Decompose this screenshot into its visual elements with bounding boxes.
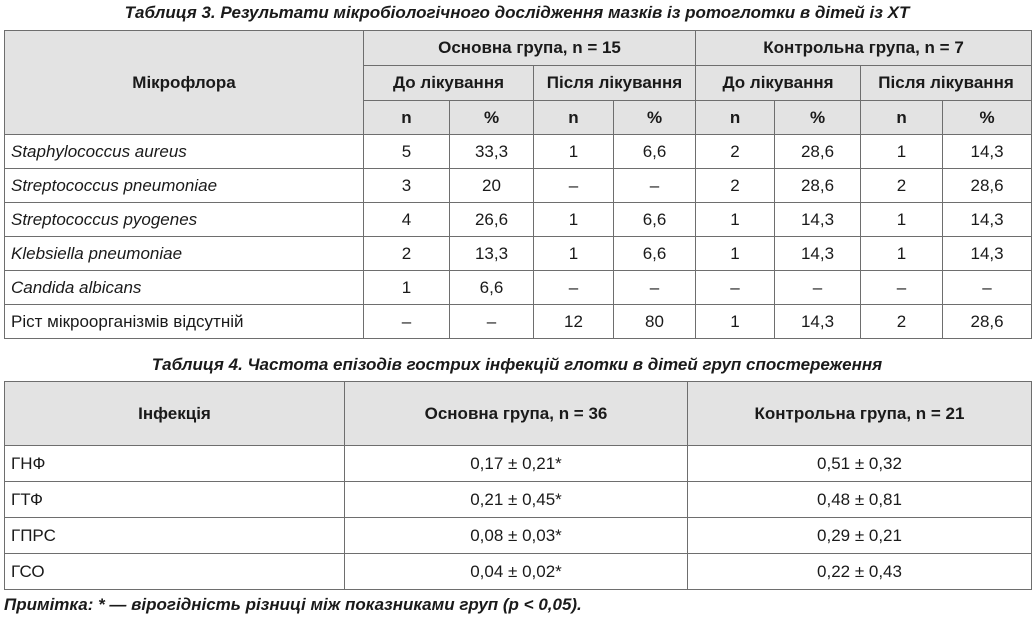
table-row [5,169,1032,203]
cell-value: 5 [364,135,450,169]
table-row [5,237,1032,271]
table4-caption: Таблиця 4. Частота епізодів гострих інфекцій глотки в дітей груп спостереження [151,355,883,374]
cell-value: 4 [364,203,450,237]
cell-value: – [534,271,614,305]
main-group-header: Основна група, n = 15 [364,31,696,66]
main-group-header: Основна група, n = 36 [345,382,688,446]
table-row [5,305,1032,339]
footnote: Примітка: * — вірогідність різниці між показниками груп (p < 0,05). [4,595,582,614]
cell-value: – [534,169,614,203]
cell-value: 1 [696,305,775,339]
cell-value: 80 [614,305,696,339]
cell-value: – [861,271,943,305]
pct-header: % [943,101,1032,135]
cell-value: 1 [861,203,943,237]
control-group-header: Контрольна група, n = 7 [696,31,1032,66]
cell-value: 14,3 [775,203,861,237]
main-before-header: До лікування [364,66,534,101]
microorganism-name: Streptococcus pyogenes [5,203,364,237]
cell-value: – [364,305,450,339]
cell-value: – [450,305,534,339]
cell-value: 28,6 [943,305,1032,339]
cell-value: 1 [861,135,943,169]
microorganism-name: Streptococcus pneumoniae [5,169,364,203]
cell-value: 2 [861,169,943,203]
infection-name: ГТФ [5,482,345,518]
cell-value: 2 [696,135,775,169]
cell-value: 3 [364,169,450,203]
cell-value: 2 [861,305,943,339]
cell-value: 20 [450,169,534,203]
infection-name: ГНФ [5,446,345,482]
cell-value: 1 [534,203,614,237]
cell-value: – [696,271,775,305]
cell-value: 26,6 [450,203,534,237]
main-group-value: 0,08 ± 0,03* [345,518,688,554]
cell-value: 2 [364,237,450,271]
cell-value: 6,6 [614,203,696,237]
table-row [5,203,1032,237]
n-header: n [534,101,614,135]
cell-value: 1 [861,237,943,271]
control-group-value: 0,48 ± 0,81 [688,482,1032,518]
microorganism-name: Candida albicans [5,271,364,305]
pct-header: % [450,101,534,135]
cell-value: 1 [534,237,614,271]
cell-value: 1 [696,237,775,271]
n-header: n [696,101,775,135]
table3-caption: Таблиця 3. Результати мікробіологічного дослідження мазків із ротоглотки в дітей із ХТ [124,3,910,22]
cell-value: 6,6 [450,271,534,305]
cell-value: 14,3 [943,135,1032,169]
cell-value: 28,6 [943,169,1032,203]
cell-value: – [775,271,861,305]
cell-value: 1 [696,203,775,237]
cell-value: 28,6 [775,135,861,169]
cell-value: – [614,169,696,203]
infection-header: Інфекція [5,382,345,446]
cell-value: 14,3 [943,237,1032,271]
cell-value: – [614,271,696,305]
control-group-value: 0,29 ± 0,21 [688,518,1032,554]
n-header: n [364,101,450,135]
control-group-header: Контрольна група, n = 21 [688,382,1032,446]
cell-value: 2 [696,169,775,203]
cell-value: 14,3 [775,237,861,271]
main-group-value: 0,21 ± 0,45* [345,482,688,518]
cell-value: 1 [534,135,614,169]
main-group-value: 0,04 ± 0,02* [345,554,688,590]
cell-value: 6,6 [614,237,696,271]
cell-value: – [943,271,1032,305]
table-row [5,271,1032,305]
control-after-header: Після лікування [861,66,1032,101]
table-row [5,135,1032,169]
cell-value: 1 [364,271,450,305]
infection-name: ГСО [5,554,345,590]
table-row [5,518,1032,554]
control-group-value: 0,51 ± 0,32 [688,446,1032,482]
table3 [4,30,1032,339]
cell-value: 14,3 [943,203,1032,237]
main-after-header: Після лікування [534,66,696,101]
pct-header: % [614,101,696,135]
cell-value: 12 [534,305,614,339]
cell-value: 13,3 [450,237,534,271]
table-row [5,446,1032,482]
cell-value: 6,6 [614,135,696,169]
infection-name: ГПРС [5,518,345,554]
n-header: n [861,101,943,135]
control-before-header: До лікування [696,66,861,101]
microorganism-name: Staphylococcus aureus [5,135,364,169]
control-group-value: 0,22 ± 0,43 [688,554,1032,590]
cell-value: 28,6 [775,169,861,203]
cell-value: 33,3 [450,135,534,169]
table4 [4,381,1032,590]
table-row [5,482,1032,518]
microflora-header: Мікрофлора [5,31,364,135]
main-group-value: 0,17 ± 0,21* [345,446,688,482]
cell-value: 14,3 [775,305,861,339]
microorganism-name: Ріст мікроорганізмів відсутній [5,305,364,339]
table-row [5,554,1032,590]
pct-header: % [775,101,861,135]
microorganism-name: Klebsiella pneumoniae [5,237,364,271]
